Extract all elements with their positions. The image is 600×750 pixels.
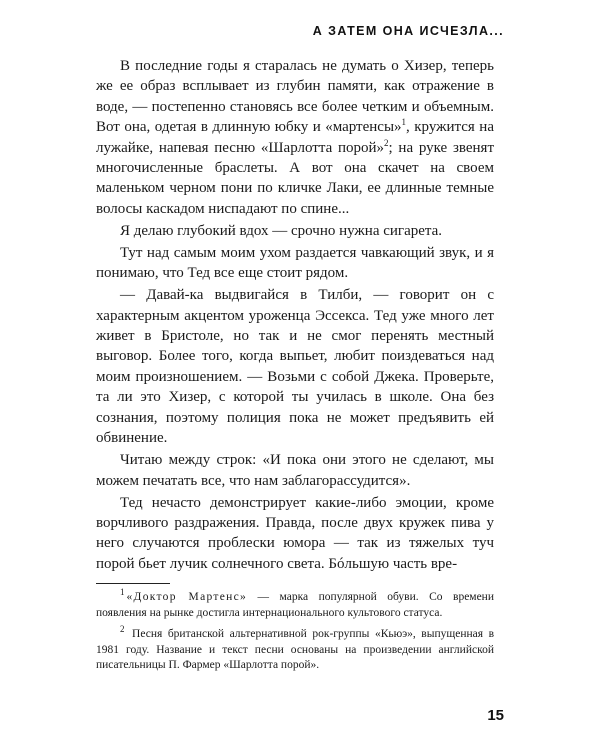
footnote — [96, 624, 494, 674]
running-title: А ЗАТЕМ ОНА ИСЧЕЗЛА... — [312, 24, 504, 38]
paragraph: — Давай-ка выдвигайся в Тилби, — говорит он с характерным акцентом уроженца Эссекса. Тед уже много лет живет в Бристоле, но так и не смог перенять местный выговор. Более того, когда выпьет, любит поиздеваться над моим произношением. — Возьми с собой Джека. Проверьте, та ли это Хизер, с которой ты училась в школе. Она без сознания, поэтому полиция пока не может предъявить ей обвинение. — [96, 287, 494, 447]
footnote-text: Песня британской альтернативной рок-группы «Кьюэ», выпущенная в 1981 году. Название и текст песни основаны на произведении английской писательницы П. Фармер «Шарлотта порой». — [96, 628, 494, 672]
paragraph-text: , кружится на лужайке, напевая песню «Шарлотта порой» — [96, 119, 494, 156]
footnotes — [96, 587, 494, 680]
footnote-text: — марка популярной обуви. Со времени появления на рынке достигла интернационального культового статуса. — [96, 591, 494, 619]
footnote-ref[interactable]: 2 — [384, 137, 389, 148]
paragraph-text: ; на руке звенят многочисленные браслеты. А вот она скачет на своем маленьком черном пони по кличке Лаки, ее длинные темные волосы каскадом ниспадают по спине... — [96, 139, 495, 217]
main-text — [96, 56, 494, 574]
paragraph: Тед нечасто демонстрирует какие-либо эмоции, кроме ворчливого раздражения. Правда, после двух кружек пива у него случаются проблески юмора — так из тяжелых туч порой бьет лучик солнечного света. Бóльшую часть вре- — [96, 494, 494, 572]
footnote — [96, 587, 494, 621]
paragraph — [96, 56, 494, 219]
footnote-term: «Доктор Мартенс» — [126, 591, 248, 603]
paragraph: Тут над самым моим ухом раздается чавкающий звук, и я понимаю, что Тед все еще стоит рядом. — [96, 244, 494, 282]
page-number: 15 — [487, 707, 504, 724]
paragraph-text: В последние годы я старалась не думать о Хизер, теперь же ее образ всплывает из глубин памяти, как отражение в воде, — постепенно становясь все более четким и объемным. Вот она, одетая в длинную юбку и «мартенсы» — [96, 58, 494, 136]
paragraph: Читаю между строк: «И пока они этого не сделают, мы можем печатать все, что нам заблагорассудится». — [96, 452, 494, 489]
footnote-divider — [96, 583, 170, 584]
footnote-ref[interactable]: 1 — [401, 117, 407, 128]
paragraph: Я делаю глубокий вдох — срочно нужна сигарета. — [120, 222, 443, 239]
footnote-number: 1 — [120, 587, 125, 598]
footnote-number: 2 — [120, 624, 125, 635]
